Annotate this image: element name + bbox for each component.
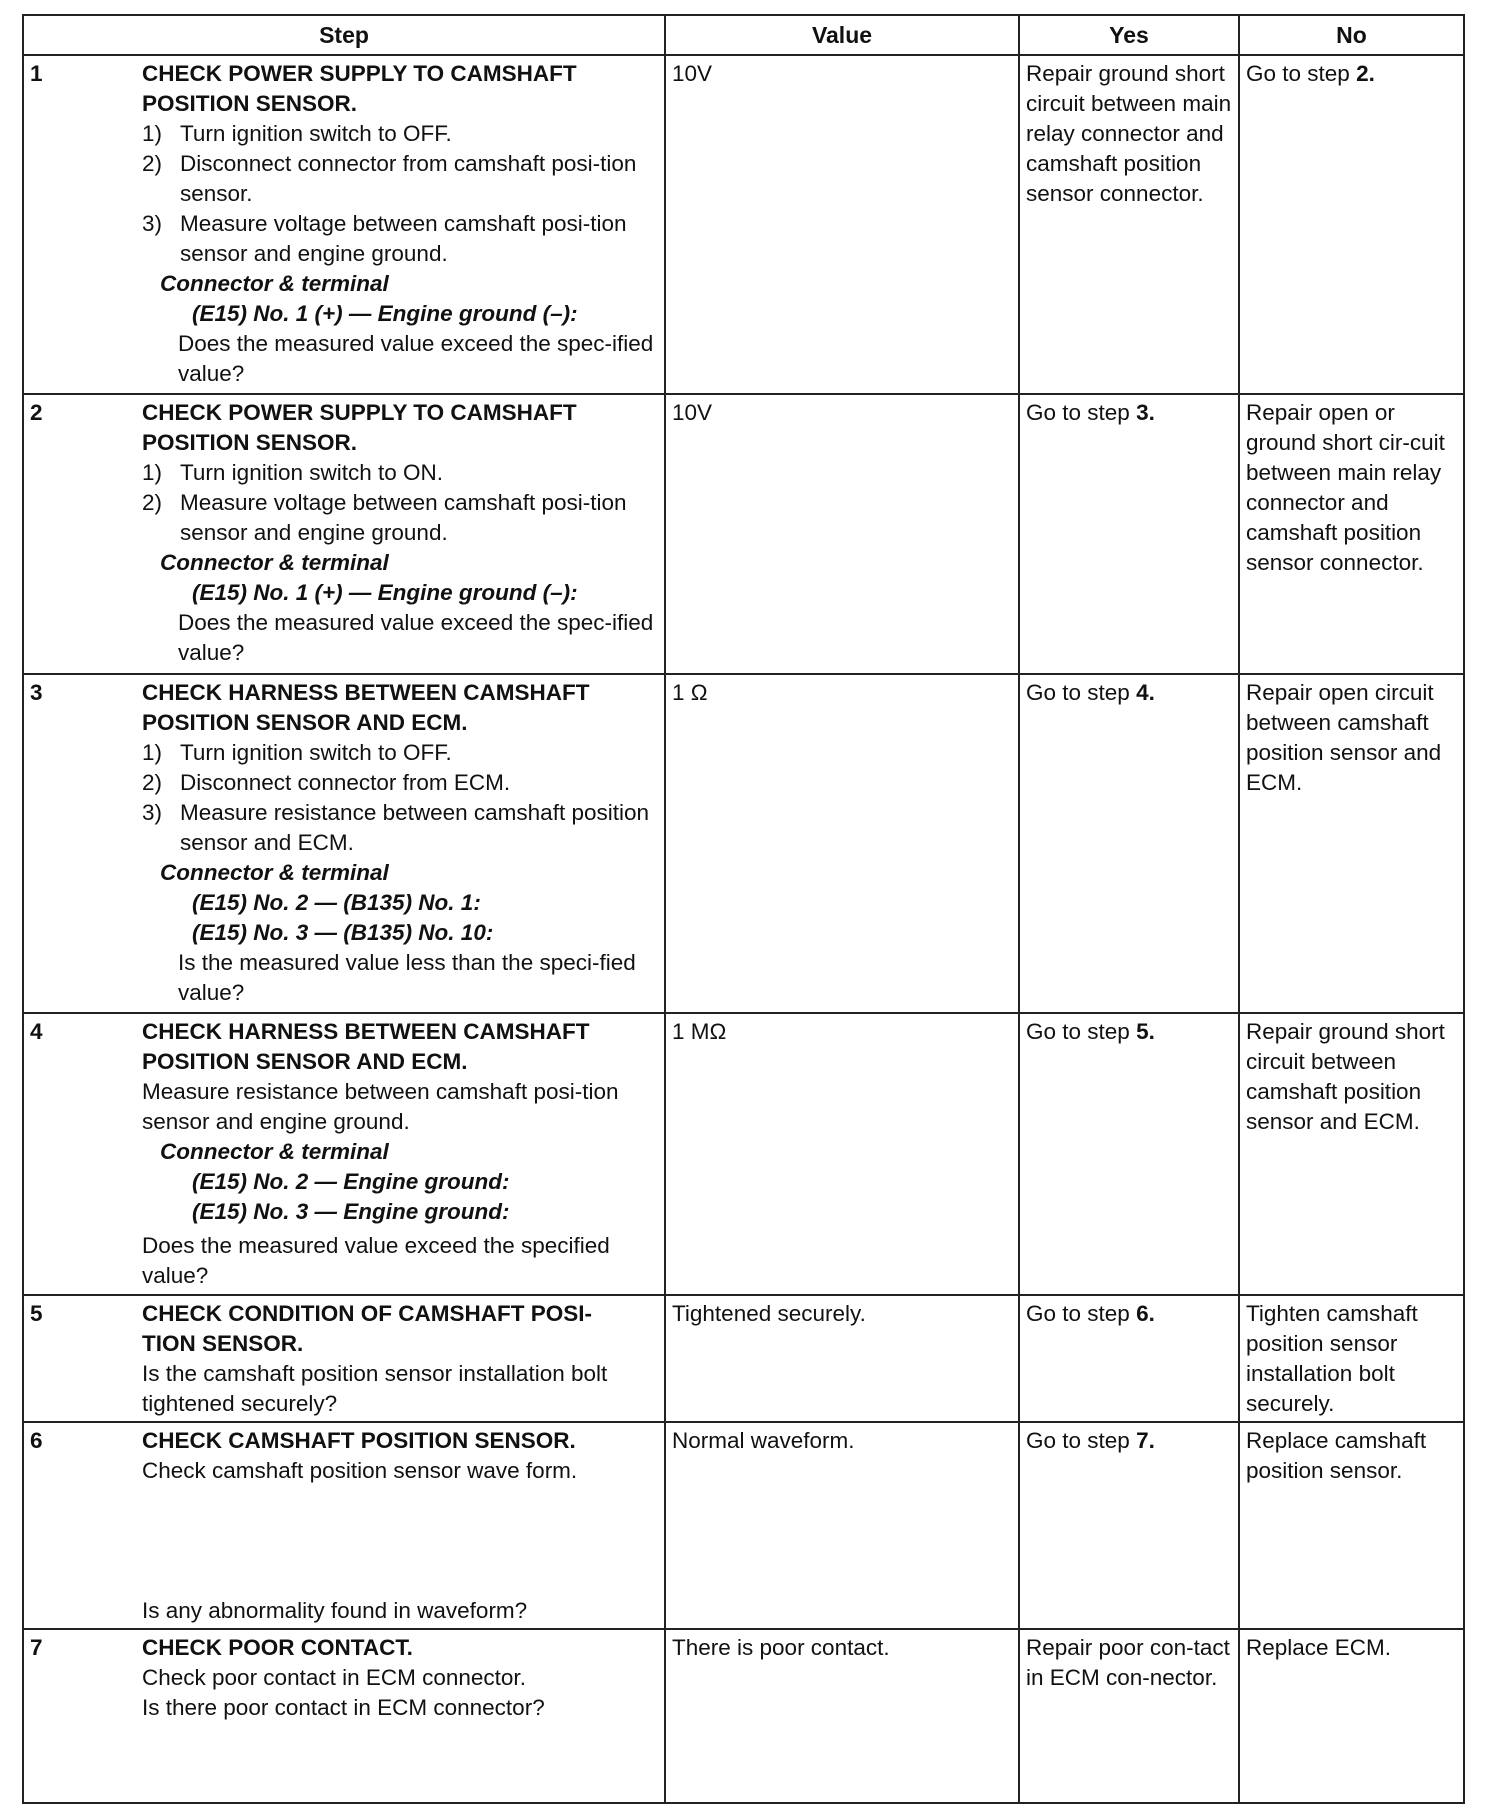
list-item: 2) Disconnect connector from camshaft posi-tion sensor.	[142, 151, 637, 206]
no-cell: Repair open circuit between camshaft position sensor and ECM.	[1239, 674, 1464, 1013]
header-step: Step	[23, 15, 665, 55]
no-cell: Repair open or ground short cir-cuit between main relay connector and camshaft position sensor connector.	[1239, 394, 1464, 674]
value-cell: Tightened securely.	[665, 1295, 1019, 1422]
step-instruction: Check poor contact in ECM connector.	[142, 1665, 526, 1690]
connector-line: (E15) No. 2 — Engine ground:	[192, 1169, 510, 1194]
value-cell: 10V	[665, 394, 1019, 674]
step-number: 1	[30, 61, 43, 86]
step-number: 4	[30, 1019, 43, 1044]
step-title: CHECK POWER SUPPLY TO CAMSHAFT	[142, 61, 577, 86]
step-cell	[23, 1422, 665, 1629]
yes-cell: Repair ground short circuit between main relay connector and camshaft position sensor connector.	[1019, 55, 1239, 394]
connector-line: (E15) No. 2 — (B135) No. 1:	[192, 890, 481, 915]
step-number: 6	[30, 1428, 43, 1453]
list-item: 3) Measure resistance between camshaft position sensor and ECM.	[142, 800, 649, 855]
value-cell: Normal waveform.	[665, 1422, 1019, 1629]
connector-line: (E15) No. 3 — (B135) No. 10:	[192, 920, 494, 945]
step-number: 2	[30, 400, 43, 425]
step-title: CHECK CONDITION OF CAMSHAFT POSI-	[142, 1301, 592, 1326]
step-cell	[23, 1629, 665, 1803]
step-number: 7	[30, 1635, 43, 1660]
value-cell: 1 MΩ	[665, 1013, 1019, 1295]
yes-cell: Go to step 5.	[1019, 1013, 1239, 1295]
step-title: CHECK CAMSHAFT POSITION SENSOR.	[142, 1428, 576, 1453]
list-item: 3) Measure voltage between camshaft posi-tion sensor and engine ground.	[142, 211, 627, 266]
list-item: 2) Measure voltage between camshaft posi-tion sensor and engine ground.	[142, 490, 627, 545]
no-cell: Replace camshaft position sensor.	[1239, 1422, 1464, 1629]
step-question: Is there poor contact in ECM connector?	[142, 1695, 545, 1720]
table-row	[23, 55, 1464, 394]
step-title: POSITION SENSOR AND ECM.	[142, 710, 468, 735]
step-title: CHECK POOR CONTACT.	[142, 1635, 413, 1660]
table-row	[23, 394, 1464, 674]
connector-title: Connector & terminal	[160, 550, 389, 575]
step-question: Does the measured value exceed the spec-ified value?	[178, 331, 654, 386]
yes-cell: Go to step 6.	[1019, 1295, 1239, 1422]
step-question: Does the measured value exceed the spec-ified value?	[178, 610, 654, 665]
connector-line: (E15) No. 1 (+) — Engine ground (–):	[192, 580, 578, 605]
value-cell: There is poor contact.	[665, 1629, 1019, 1803]
value-cell: 10V	[665, 55, 1019, 394]
step-number: 3	[30, 680, 43, 705]
step-title: CHECK HARNESS BETWEEN CAMSHAFT	[142, 1019, 590, 1044]
step-cell	[23, 674, 665, 1013]
step-instruction: Check camshaft position sensor wave form.	[142, 1458, 578, 1483]
list-item: 1) Turn ignition switch to OFF.	[142, 121, 452, 146]
list-item: 1) Turn ignition switch to ON.	[142, 460, 444, 485]
step-title: CHECK POWER SUPPLY TO CAMSHAFT	[142, 400, 577, 425]
step-question: Does the measured value exceed the specified value?	[142, 1233, 610, 1288]
step-title: POSITION SENSOR.	[142, 91, 358, 116]
table-header-row	[23, 15, 1464, 55]
header-value: Value	[665, 15, 1019, 55]
step-title: POSITION SENSOR AND ECM.	[142, 1049, 468, 1074]
connector-line: (E15) No. 1 (+) — Engine ground (–):	[192, 301, 578, 326]
step-number: 5	[30, 1301, 43, 1326]
header-yes: Yes	[1019, 15, 1239, 55]
yes-cell: Go to step 4.	[1019, 674, 1239, 1013]
step-title: POSITION SENSOR.	[142, 430, 358, 455]
diagnostic-table-sheet	[22, 14, 1463, 1776]
step-title: TION SENSOR.	[142, 1331, 304, 1356]
step-cell	[23, 55, 665, 394]
value-cell: 1 Ω	[665, 674, 1019, 1013]
step-cell	[23, 1013, 665, 1295]
yes-cell: Repair poor con-tact in ECM con-nector.	[1019, 1629, 1239, 1803]
step-instruction: Measure resistance between camshaft posi-tion sensor and engine ground.	[142, 1079, 619, 1134]
step-question: Is the camshaft position sensor installation bolt tightened securely?	[142, 1361, 608, 1416]
table-row	[23, 1422, 1464, 1629]
table-row	[23, 674, 1464, 1013]
list-item: 1) Turn ignition switch to OFF.	[142, 740, 452, 765]
connector-title: Connector & terminal	[160, 1139, 389, 1164]
step-question: Is any abnormality found in waveform?	[142, 1598, 528, 1623]
connector-title: Connector & terminal	[160, 860, 389, 885]
connector-line: (E15) No. 3 — Engine ground:	[192, 1199, 510, 1224]
list-item: 2) Disconnect connector from ECM.	[142, 770, 511, 795]
no-cell: Tighten camshaft position sensor installation bolt securely.	[1239, 1295, 1464, 1422]
header-no: No	[1239, 15, 1464, 55]
step-question: Is the measured value less than the speci-fied value?	[178, 950, 636, 1005]
yes-cell: Go to step 3.	[1019, 394, 1239, 674]
no-cell: Repair ground short circuit between camshaft position sensor and ECM.	[1239, 1013, 1464, 1295]
table-row	[23, 1629, 1464, 1803]
step-title: CHECK HARNESS BETWEEN CAMSHAFT	[142, 680, 590, 705]
yes-cell: Go to step 7.	[1019, 1422, 1239, 1629]
no-cell: Replace ECM.	[1239, 1629, 1464, 1803]
table-row	[23, 1013, 1464, 1295]
step-cell	[23, 394, 665, 674]
table-row	[23, 1295, 1464, 1422]
connector-title: Connector & terminal	[160, 271, 389, 296]
diagnostic-procedure-table	[22, 14, 1465, 1804]
step-cell	[23, 1295, 665, 1422]
no-cell: Go to step 2.	[1239, 55, 1464, 394]
